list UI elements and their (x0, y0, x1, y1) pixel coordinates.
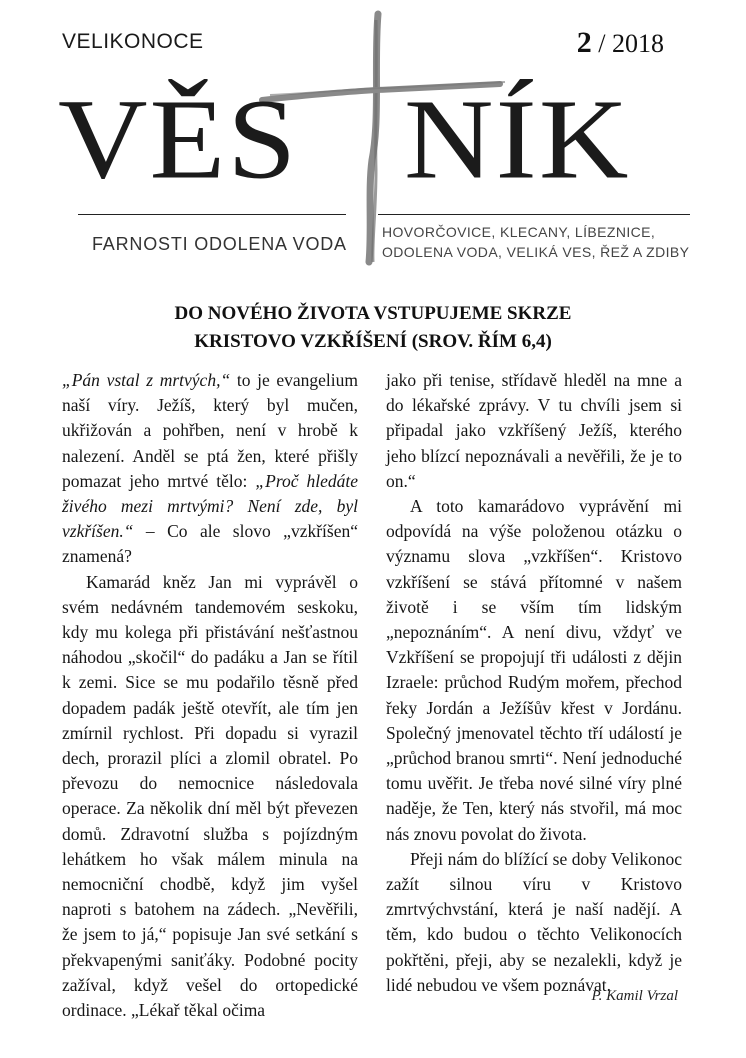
paragraph-1 (62, 368, 358, 570)
paragraph-3: jako při tenise, střídavě hleděl na mne a do lékařské zprávy. V tu chvíli jsem si připadal jako vzkříšený Ježíš, kterého jeho blízcí nepoznávali a nevěřili, že je to on.“ (386, 370, 682, 491)
villages-line-2: ODOLENA VODA, VELIKÁ VES, ŘEŽ A ZDIBY (382, 244, 690, 260)
article-headline (0, 300, 746, 356)
divider-left (78, 214, 346, 215)
villages-list (382, 222, 702, 262)
paragraph-1-text-a: to je evangelium naší víry. Ježíš, který byl mučen, ukřižován a pohřben, není v hrobě k nalezení. Anděl se ptá žen, které přišly pomazat jeho mrtvé tělo: (62, 370, 358, 491)
divider-right (378, 214, 690, 215)
paragraph-2: Kamarád kněz Jan mi vyprávěl o svém nedávném tandemovém seskoku, kdy mu kolega při přistávání nešťastnou náhodou „skočil“ do padáku a Jan se řítil k zemi. Sice se mu podařilo těsně před dopadem padák ještě otevřít, ale tím jen zmírnil rychlost. Při dopadu si vyrazil dech, prorazil plíci a zlomil obratel. Po převozu do nemocnice následovala operace. Za několik dní měl být převezen domů. Zdravotní služba s pojízdným lehátkem ho však málem minula na nemocniční chodbě, když jim vyšel naproti s batohem na zádech. „Nevěřili, že jsem to já,“ popisuje Jan své setkání s překvapenými saniťáky. Podobné pocity zažíval, když vešel do ortopedické ordinace. „Lékař těkal očima (62, 571, 358, 1021)
article-column-left (62, 368, 358, 1023)
author-signature: P. Kamil Vrzal (591, 988, 678, 1004)
season-label: VELIKONOCE (62, 30, 204, 53)
issue-year: / 2018 (591, 29, 664, 58)
headline-line-1: DO NOVÉHO ŽIVOTA VSTUPUJEME SKRZE (174, 303, 572, 324)
villages-line-1: HOVORČOVICE, KLECANY, LÍBEZNICE, (382, 224, 656, 240)
logo-vestnik-left: VĚS (58, 76, 299, 203)
parish-name: FARNOSTI ODOLENA VODA (92, 234, 347, 254)
article-column-right (386, 368, 682, 998)
headline-line-2: KRISTOVO VZKŘÍŠENÍ (SROV. ŘÍM 6,4) (194, 331, 552, 352)
quote-angel: „Proč hledáte živého mezi mrtvými? Není zde, byl vzkříšen.“ (62, 470, 359, 542)
paragraph-4: A toto kamarádovo vyprávění mi odpovídá na výše položenou otázku o významu slova „vzkříšen“. Kristovo vzkříšení se stává přítomné v našem životě i se vším tím lidským „nepoznáním“. A není divu, vždyť ve Vzkříšení se propojují tři události z dějin Izraele: průchod Rudým mořem, přechod řeky Jordán a Ježíšův křest v Jordánu. Společný jmenovatel těchto tří událostí je „průchod branou smrti“. Není jednoduché tomu uvěřit. Je třeba nové silné víry plné naděje, že Ten, který nás stvořil, má moc nás znovu povolat do života. (386, 496, 682, 844)
paragraph-1-text-b: – Co ale slovo „vzkříšen“ znamená? (62, 521, 358, 567)
paragraph-5: Přeji nám do blížící se doby Velikonoc zažít silnou víru v Kristovo zmrtvýchvstání, která je naší nadějí. A těm, kdo budou o těchto Velikonocích pokřtěni, přeji, aby se nezalekli, když je lidé nebudou ve všem poznávat. (386, 848, 682, 995)
masthead (0, 0, 746, 270)
issue-number-main: 2 (576, 26, 592, 59)
logo-vestnik-right: NÍK (404, 76, 631, 203)
quote-easter: „Pán vstal z mrtvých,“ (62, 370, 231, 390)
